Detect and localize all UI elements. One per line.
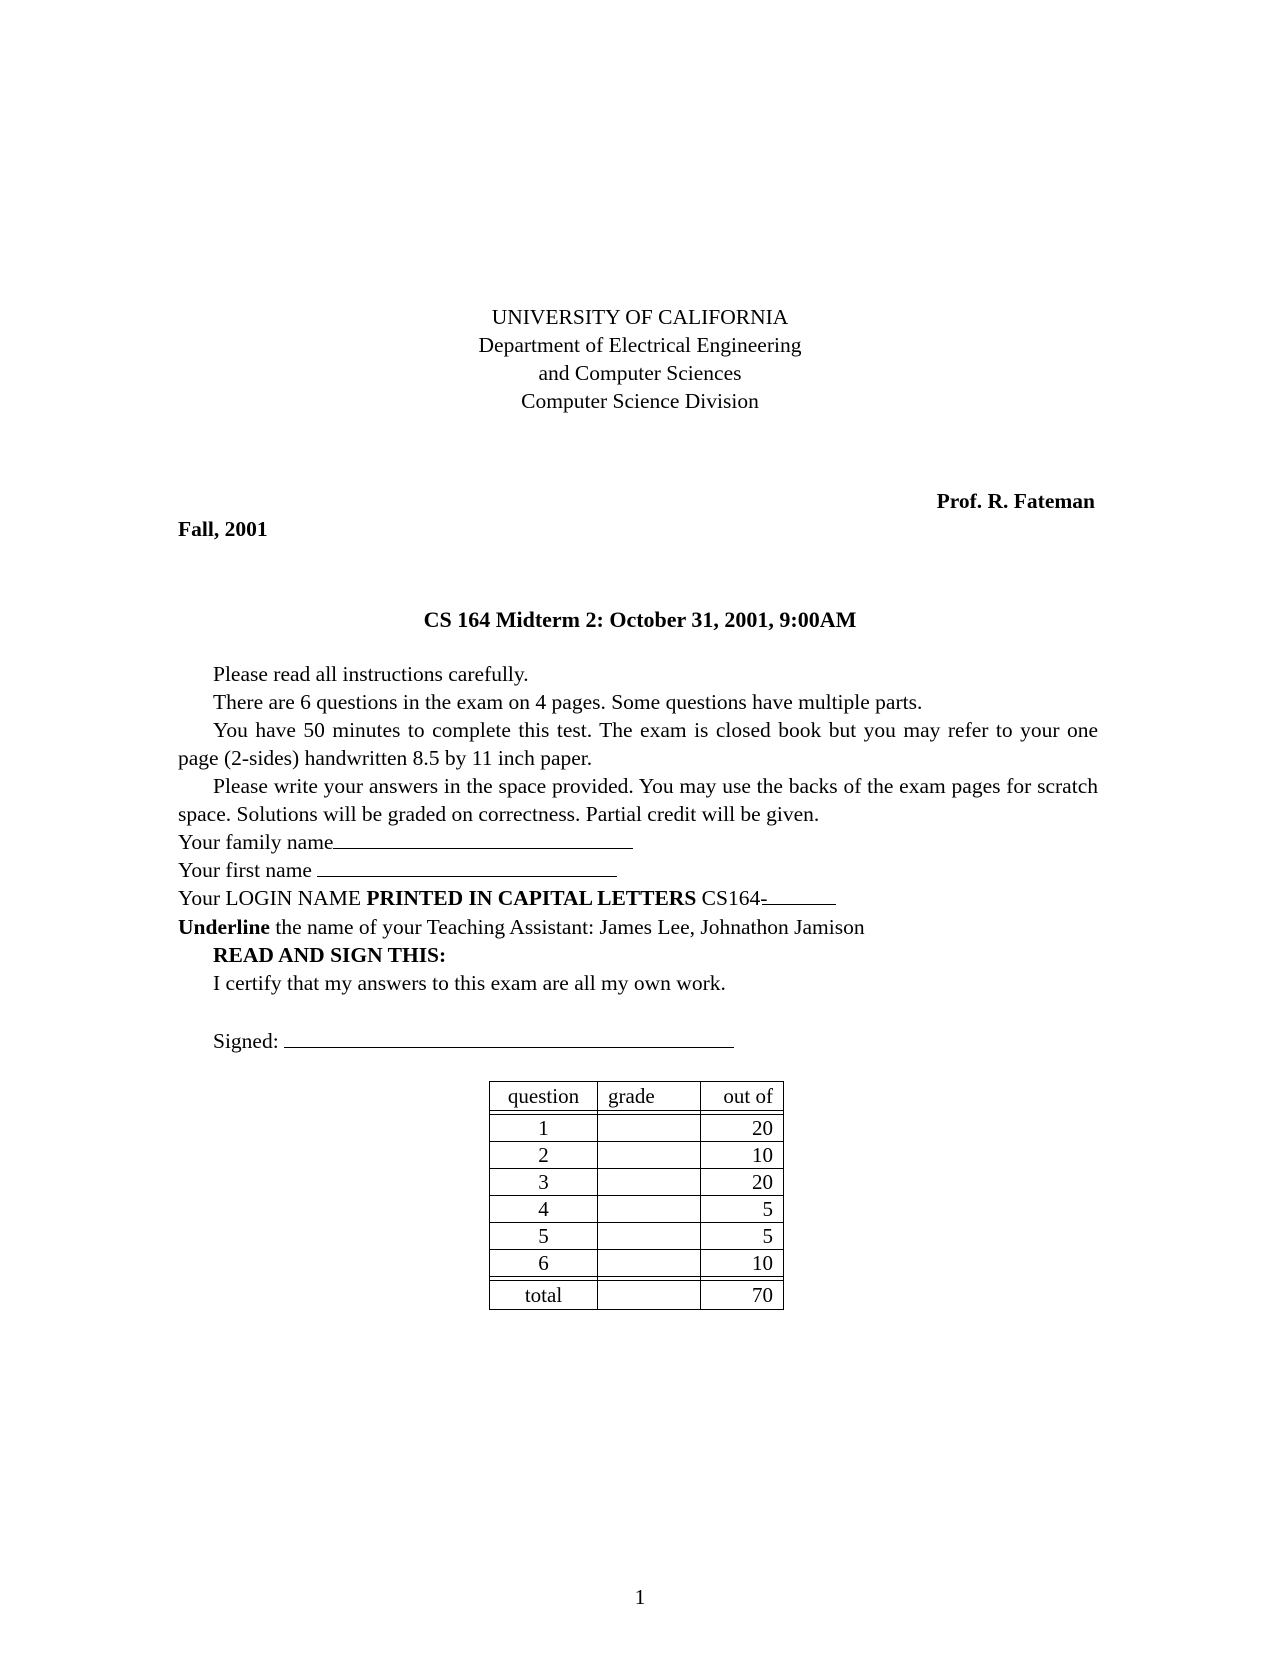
total-grade-cell [598, 1281, 701, 1310]
signature-row [213, 1027, 734, 1055]
ta-underline-instruction: Underline [178, 915, 270, 939]
grade-cell [598, 1196, 701, 1223]
grade-table [489, 1081, 784, 1310]
login-row [178, 884, 836, 912]
family-name-field[interactable] [333, 830, 633, 849]
certification-statement: I certify that my answers to this exam are all my own work. [213, 971, 726, 995]
page-number: 1 [634, 1585, 646, 1609]
table-row [490, 1250, 784, 1277]
table-row [490, 1142, 784, 1169]
family-name-row [178, 828, 633, 856]
max-points: 5 [701, 1223, 784, 1250]
login-capitals-instruction: PRINTED IN CAPITAL LETTERS [366, 886, 697, 910]
table-row [490, 1115, 784, 1142]
signed-label: Signed: [213, 1029, 279, 1053]
instruction-answers-and-grading: Please write your answers in the space provided. You may use the backs of the exam pages for scratch space. Solutions will be graded on correctness. Partial credit will be given. [178, 774, 1098, 826]
university-name: UNIVERSITY OF CALIFORNIA [491, 305, 789, 329]
grade-cell [598, 1250, 701, 1277]
division-name: Computer Science Division [521, 389, 759, 413]
grade-cell [598, 1169, 701, 1196]
department-line-2: and Computer Sciences [538, 361, 742, 385]
header-question: question [490, 1082, 598, 1111]
table-row [490, 1169, 784, 1196]
first-name-field[interactable] [317, 858, 617, 877]
institution-header [0, 303, 1280, 415]
professor-name: Prof. R. Fateman [936, 489, 1095, 513]
question-number: 2 [490, 1142, 598, 1169]
question-number: 6 [490, 1250, 598, 1277]
total-max-points: 70 [701, 1281, 784, 1310]
login-field[interactable] [762, 886, 836, 905]
max-points: 20 [701, 1115, 784, 1142]
ta-row [178, 913, 865, 941]
total-label: total [490, 1281, 598, 1310]
table-row [490, 1196, 784, 1223]
total-row [490, 1281, 784, 1310]
signature-field[interactable] [284, 1029, 734, 1048]
max-points: 10 [701, 1250, 784, 1277]
question-number: 5 [490, 1223, 598, 1250]
instruction-read-carefully: Please read all instructions carefully. [213, 662, 529, 686]
question-number: 1 [490, 1115, 598, 1142]
question-number: 4 [490, 1196, 598, 1223]
grade-cell [598, 1223, 701, 1250]
family-name-label: Your family name [178, 830, 334, 854]
grade-table-header [490, 1082, 784, 1111]
header-grade: grade [598, 1082, 701, 1111]
question-number: 3 [490, 1169, 598, 1196]
login-prefix-cs164: CS164- [701, 886, 768, 910]
instruction-question-count: There are 6 questions in the exam on 4 pages. Some questions have multiple parts. [213, 690, 923, 714]
header-out-of: out of [701, 1082, 784, 1111]
exam-title: CS 164 Midterm 2: October 31, 2001, 9:00AM [423, 607, 857, 632]
certification-heading: READ AND SIGN THIS: [213, 943, 447, 967]
grade-cell [598, 1142, 701, 1169]
term: Fall, 2001 [178, 517, 268, 541]
first-name-row [178, 856, 617, 884]
first-name-label: Your first name [178, 858, 312, 882]
login-label: Your LOGIN NAME [178, 886, 361, 910]
grade-cell [598, 1115, 701, 1142]
table-row [490, 1223, 784, 1250]
ta-names: the name of your Teaching Assistant: James Lee, Johnathon Jamison [275, 915, 865, 939]
instruction-time-and-materials: You have 50 minutes to complete this test. The exam is closed book but you may refer to your one page (2-sides) handwritten 8.5 by 11 inch paper. [178, 718, 1098, 770]
max-points: 10 [701, 1142, 784, 1169]
department-line-1: Department of Electrical Engineering [478, 333, 802, 357]
max-points: 20 [701, 1169, 784, 1196]
max-points: 5 [701, 1196, 784, 1223]
